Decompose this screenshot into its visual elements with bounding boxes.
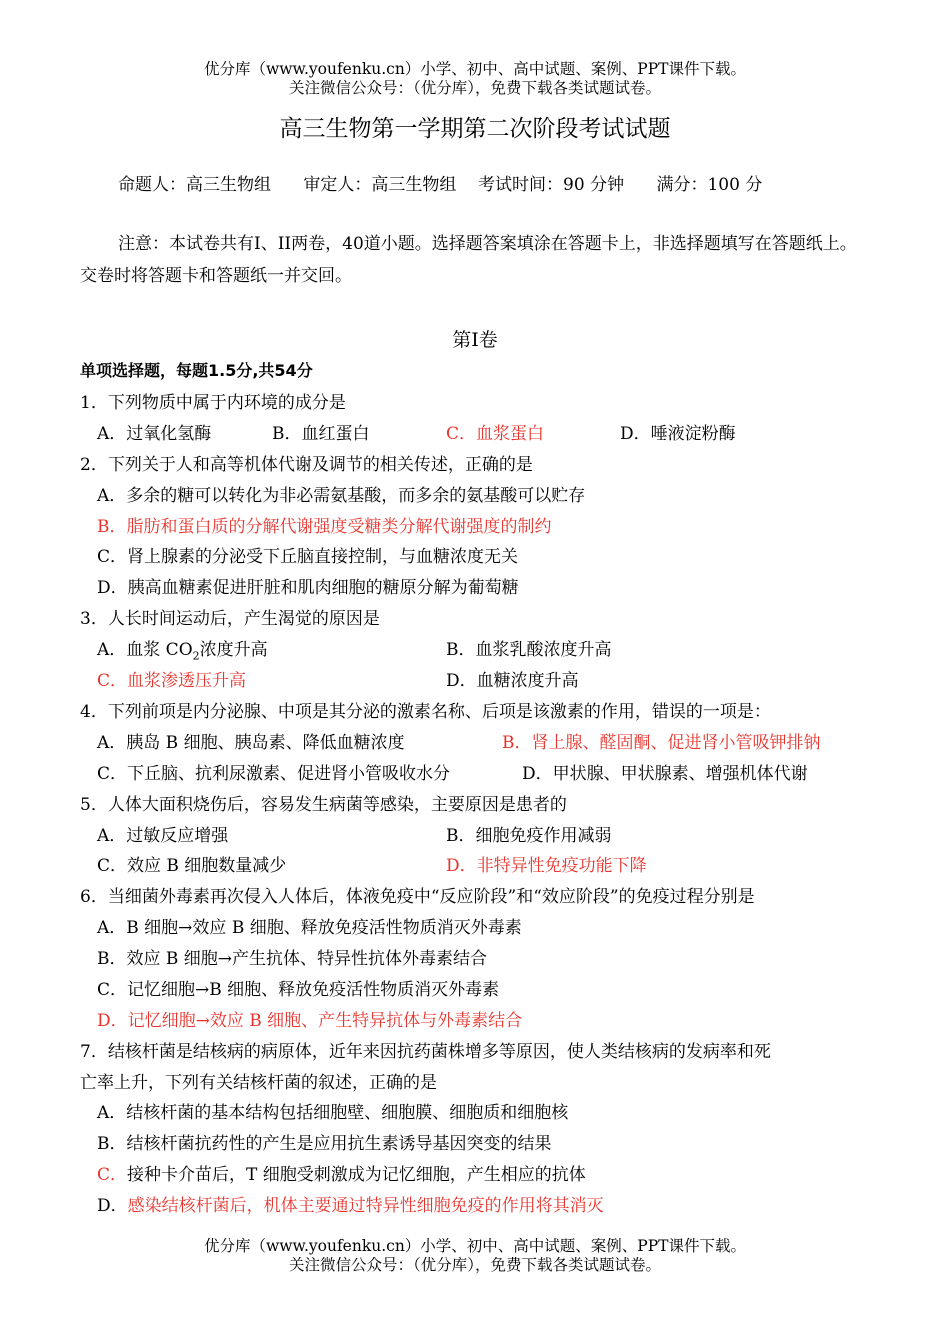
q7-option-a: A．结核杆菌的基本结构包括细胞壁、细胞膜、细胞质和细胞核 — [97, 1103, 569, 1123]
q1-option-a: A．过氧化氢酶 — [97, 424, 212, 444]
q6-stem: 6．当细菌外毒素再次侵入人体后，体液免疫中“反应阶段”和“效应阶段”的免疫过程分别是 — [80, 887, 755, 907]
volume-heading: 第Ⅰ卷 — [452, 329, 498, 351]
q5-stem: 5．人体大面积烧伤后，容易发生病菌等感染，主要原因是患者的 — [80, 795, 567, 815]
exam-notice: 注意：本试卷共有Ⅰ、II两卷，40道小题。选择题答案填涂在答题卡上，非选择题填写在答题纸上。交卷时将答题卡和答题纸一并交回。 — [80, 234, 857, 286]
q2-option-a: A．多余的糖可以转化为非必需氨基酸，而多余的氨基酸可以贮存 — [97, 486, 586, 506]
q7-option-c — [97, 1160, 586, 1185]
header-line-2: 关注微信公众号：（优分库），免费下载各类试题试卷。 — [288, 79, 661, 97]
q4-stem: 4．下列前项是内分泌腺、中项是其分泌的激素名称、后项是该激素的作用，错误的一项是： — [80, 702, 771, 722]
q4-option-a: A．胰岛 B 细胞、胰岛素、降低血糖浓度 — [97, 733, 405, 753]
q7-option-d-label: D． — [97, 1196, 128, 1216]
q3-option-b: B．血浆乳酸浓度升高 — [446, 640, 612, 660]
q7-option-c-text: 接种卡介苗后，T 细胞受刺激成为记忆细胞，产生相应的抗体 — [127, 1165, 586, 1185]
q5-option-b: B．细胞免疫作用减弱 — [446, 826, 612, 846]
q7-stem-line-1: 7．结核杆菌是结核病的病原体，近年来因抗药菌株增多等原因，使人类结核病的发病率和死 — [80, 1042, 771, 1062]
q3-option-a — [97, 635, 268, 662]
footer-line-1: 优分库（www.youfenku.cn）小学、初中、高中试题、案例、PPT课件下载。 — [203, 1237, 747, 1255]
header-line-1: 优分库（www.youfenku.cn）小学、初中、高中试题、案例、PPT课件下载。 — [203, 60, 747, 78]
q1-option-d: D．唾液淀粉酶 — [620, 424, 736, 444]
exam-title: 高三生物第一学期第二次阶段考试试题 — [279, 116, 671, 142]
q1-stem: 1．下列物质中属于内环境的成分是 — [80, 393, 346, 413]
q7-stem-line-2: 亡率上升，下列有关结核杆菌的叙述，正确的是 — [80, 1073, 437, 1093]
q3-option-d: D．血糖浓度升高 — [446, 671, 579, 691]
q7-option-c-label: C． — [97, 1165, 128, 1185]
q3-option-a-pre: A．血浆 CO — [97, 640, 193, 660]
q3-option-a-sub: 2 — [192, 649, 200, 663]
q7-option-d-text: 感染结核杆菌后，机体主要通过特异性细胞免疫的作用将其消灭 — [127, 1196, 604, 1216]
q6-option-b: B．效应 B 细胞→产生抗体、特异性抗体外毒素结合 — [97, 949, 488, 969]
q5-option-a: A．过敏反应增强 — [97, 826, 229, 846]
q7-option-b: B．结核杆菌抗药性的产生是应用抗生素诱导基因突变的结果 — [97, 1134, 552, 1154]
q1-option-c: C．血浆蛋白 — [446, 424, 545, 444]
q6-option-c: C．记忆细胞→B 细胞、释放免疫活性物质消灭外毒素 — [97, 980, 500, 1000]
footer-line-2: 关注微信公众号：（优分库），免费下载各类试题试卷。 — [288, 1256, 661, 1274]
exam-meta: 命题人：高三生物组 审定人：高三生物组 考试时间：90 分钟 满分：100 分 — [118, 175, 763, 195]
q3-stem: 3．人长时间运动后，产生渴觉的原因是 — [80, 609, 380, 629]
q6-option-d: D．记忆细胞→效应 B 细胞、产生特异抗体与外毒素结合 — [97, 1011, 523, 1031]
q4-option-c: C．下丘脑、抗利尿激素、促进肾小管吸收水分 — [97, 764, 451, 784]
q2-option-c: C．肾上腺素的分泌受下丘脑直接控制，与血糖浓度无关 — [97, 547, 519, 567]
page-footer — [0, 1237, 950, 1275]
section-heading: 单项选择题，每题1.5分,共54分 — [80, 361, 313, 380]
q2-option-d: D．胰高血糖素促进肝脏和肌肉细胞的糖原分解为葡萄糖 — [97, 578, 519, 598]
q3-option-c: C．血浆渗透压升高 — [97, 671, 247, 691]
page-header — [0, 60, 950, 98]
q4-option-b: B．肾上腺、醛固酮、促进肾小管吸钾排钠 — [502, 733, 821, 753]
q7-option-d — [97, 1191, 604, 1216]
q5-option-c: C．效应 B 细胞数量减少 — [97, 856, 287, 876]
q4-option-d: D．甲状腺、甲状腺素、增强机体代谢 — [522, 764, 808, 784]
q2-option-b: B．脂肪和蛋白质的分解代谢强度受糖类分解代谢强度的制约 — [97, 517, 552, 537]
q3-option-a-post: 浓度升高 — [199, 640, 268, 660]
q6-option-a: A．B 细胞→效应 B 细胞、释放免疫活性物质消灭外毒素 — [97, 918, 522, 938]
q5-option-d: D．非特异性免疫功能下降 — [446, 856, 647, 876]
q1-option-b: B．血红蛋白 — [272, 424, 370, 444]
q2-stem: 2．下列关于人和高等机体代谢及调节的相关传述，正确的是 — [80, 455, 533, 475]
